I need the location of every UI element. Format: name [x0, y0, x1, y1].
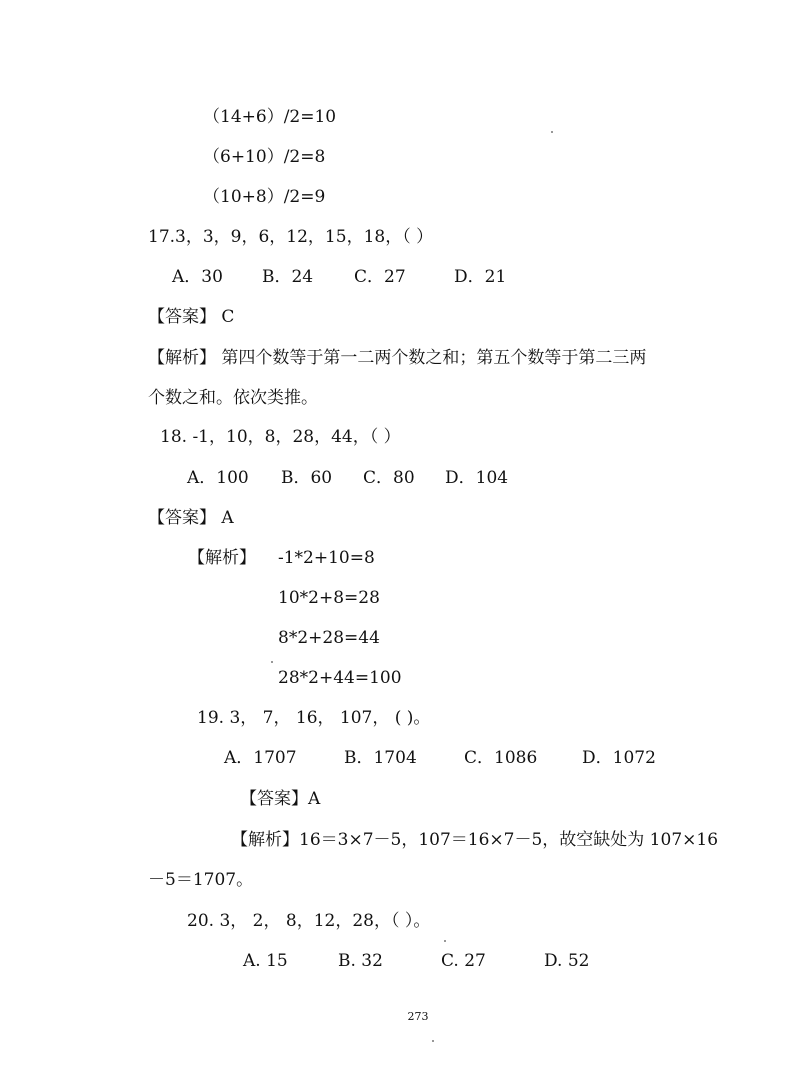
option-d: D．1072	[582, 748, 656, 768]
calc-line-3: （10+8）/2=9	[203, 187, 326, 207]
option-c: C. 27	[441, 951, 486, 971]
scan-speck	[271, 661, 273, 663]
option-b: B．24	[262, 267, 314, 287]
question-20: 20. 3， 2， 8，12，28，（ ）。	[187, 911, 431, 931]
option-c: C．80	[363, 468, 415, 488]
option-d: D．21	[454, 267, 507, 287]
question-18-explanation-step-3: 8*2+28=44	[278, 628, 380, 648]
question-18-explanation-step-1: -1*2+10=8	[278, 548, 375, 568]
option-c: C．1086	[464, 748, 538, 768]
calc-line-1: （14+6）/2=10	[203, 107, 337, 127]
question-20-options	[243, 950, 589, 972]
question-17-answer: 【答案】 C	[148, 307, 235, 327]
option-a: A．100	[187, 468, 249, 488]
question-19-options	[224, 747, 656, 769]
scan-speck	[551, 131, 553, 133]
option-d: D．104	[445, 468, 509, 488]
question-17-explanation-line-1: 【解析】 第四个数等于第一二两个数之和；第五个数等于第二三两	[148, 348, 647, 368]
question-19-answer: 【答案】A	[240, 789, 321, 809]
question-18-explanation-step-2: 10*2+8=28	[278, 588, 380, 608]
scan-speck	[444, 940, 446, 942]
option-b: B．1704	[344, 748, 417, 768]
page-number: 273	[407, 1010, 429, 1023]
option-a: A. 15	[243, 951, 288, 971]
question-19-explanation-line-1: 【解析】16＝3×7－5，107＝16×7－5，故空缺处为 107×16	[231, 830, 719, 850]
option-a: A．1707	[224, 748, 297, 768]
question-18-explanation-step-4: 28*2+44=100	[278, 668, 402, 688]
option-b: B．60	[281, 468, 333, 488]
question-18-options	[187, 467, 508, 489]
question-17-explanation-line-2: 个数之和。依次类推。	[148, 388, 318, 408]
option-a: A．30	[172, 267, 223, 287]
scan-speck	[432, 1040, 434, 1042]
calc-line-2: （6+10）/2=8	[203, 147, 326, 167]
question-19-explanation-line-2: －5＝1707。	[148, 870, 254, 890]
question-17: 17.3，3，9，6，12，15，18，（ ）	[148, 227, 434, 247]
question-19: 19. 3， 7， 16， 107， ( )。	[197, 708, 431, 728]
option-c: C．27	[354, 267, 406, 287]
question-18: 18. -1，10，8，28，44，（ ）	[160, 427, 401, 447]
option-d: D. 52	[544, 951, 590, 971]
question-18-explanation-label: 【解析】	[188, 548, 256, 568]
question-18-answer: 【答案】 A	[148, 508, 234, 528]
question-17-options	[172, 266, 506, 288]
option-b: B. 32	[338, 951, 383, 971]
